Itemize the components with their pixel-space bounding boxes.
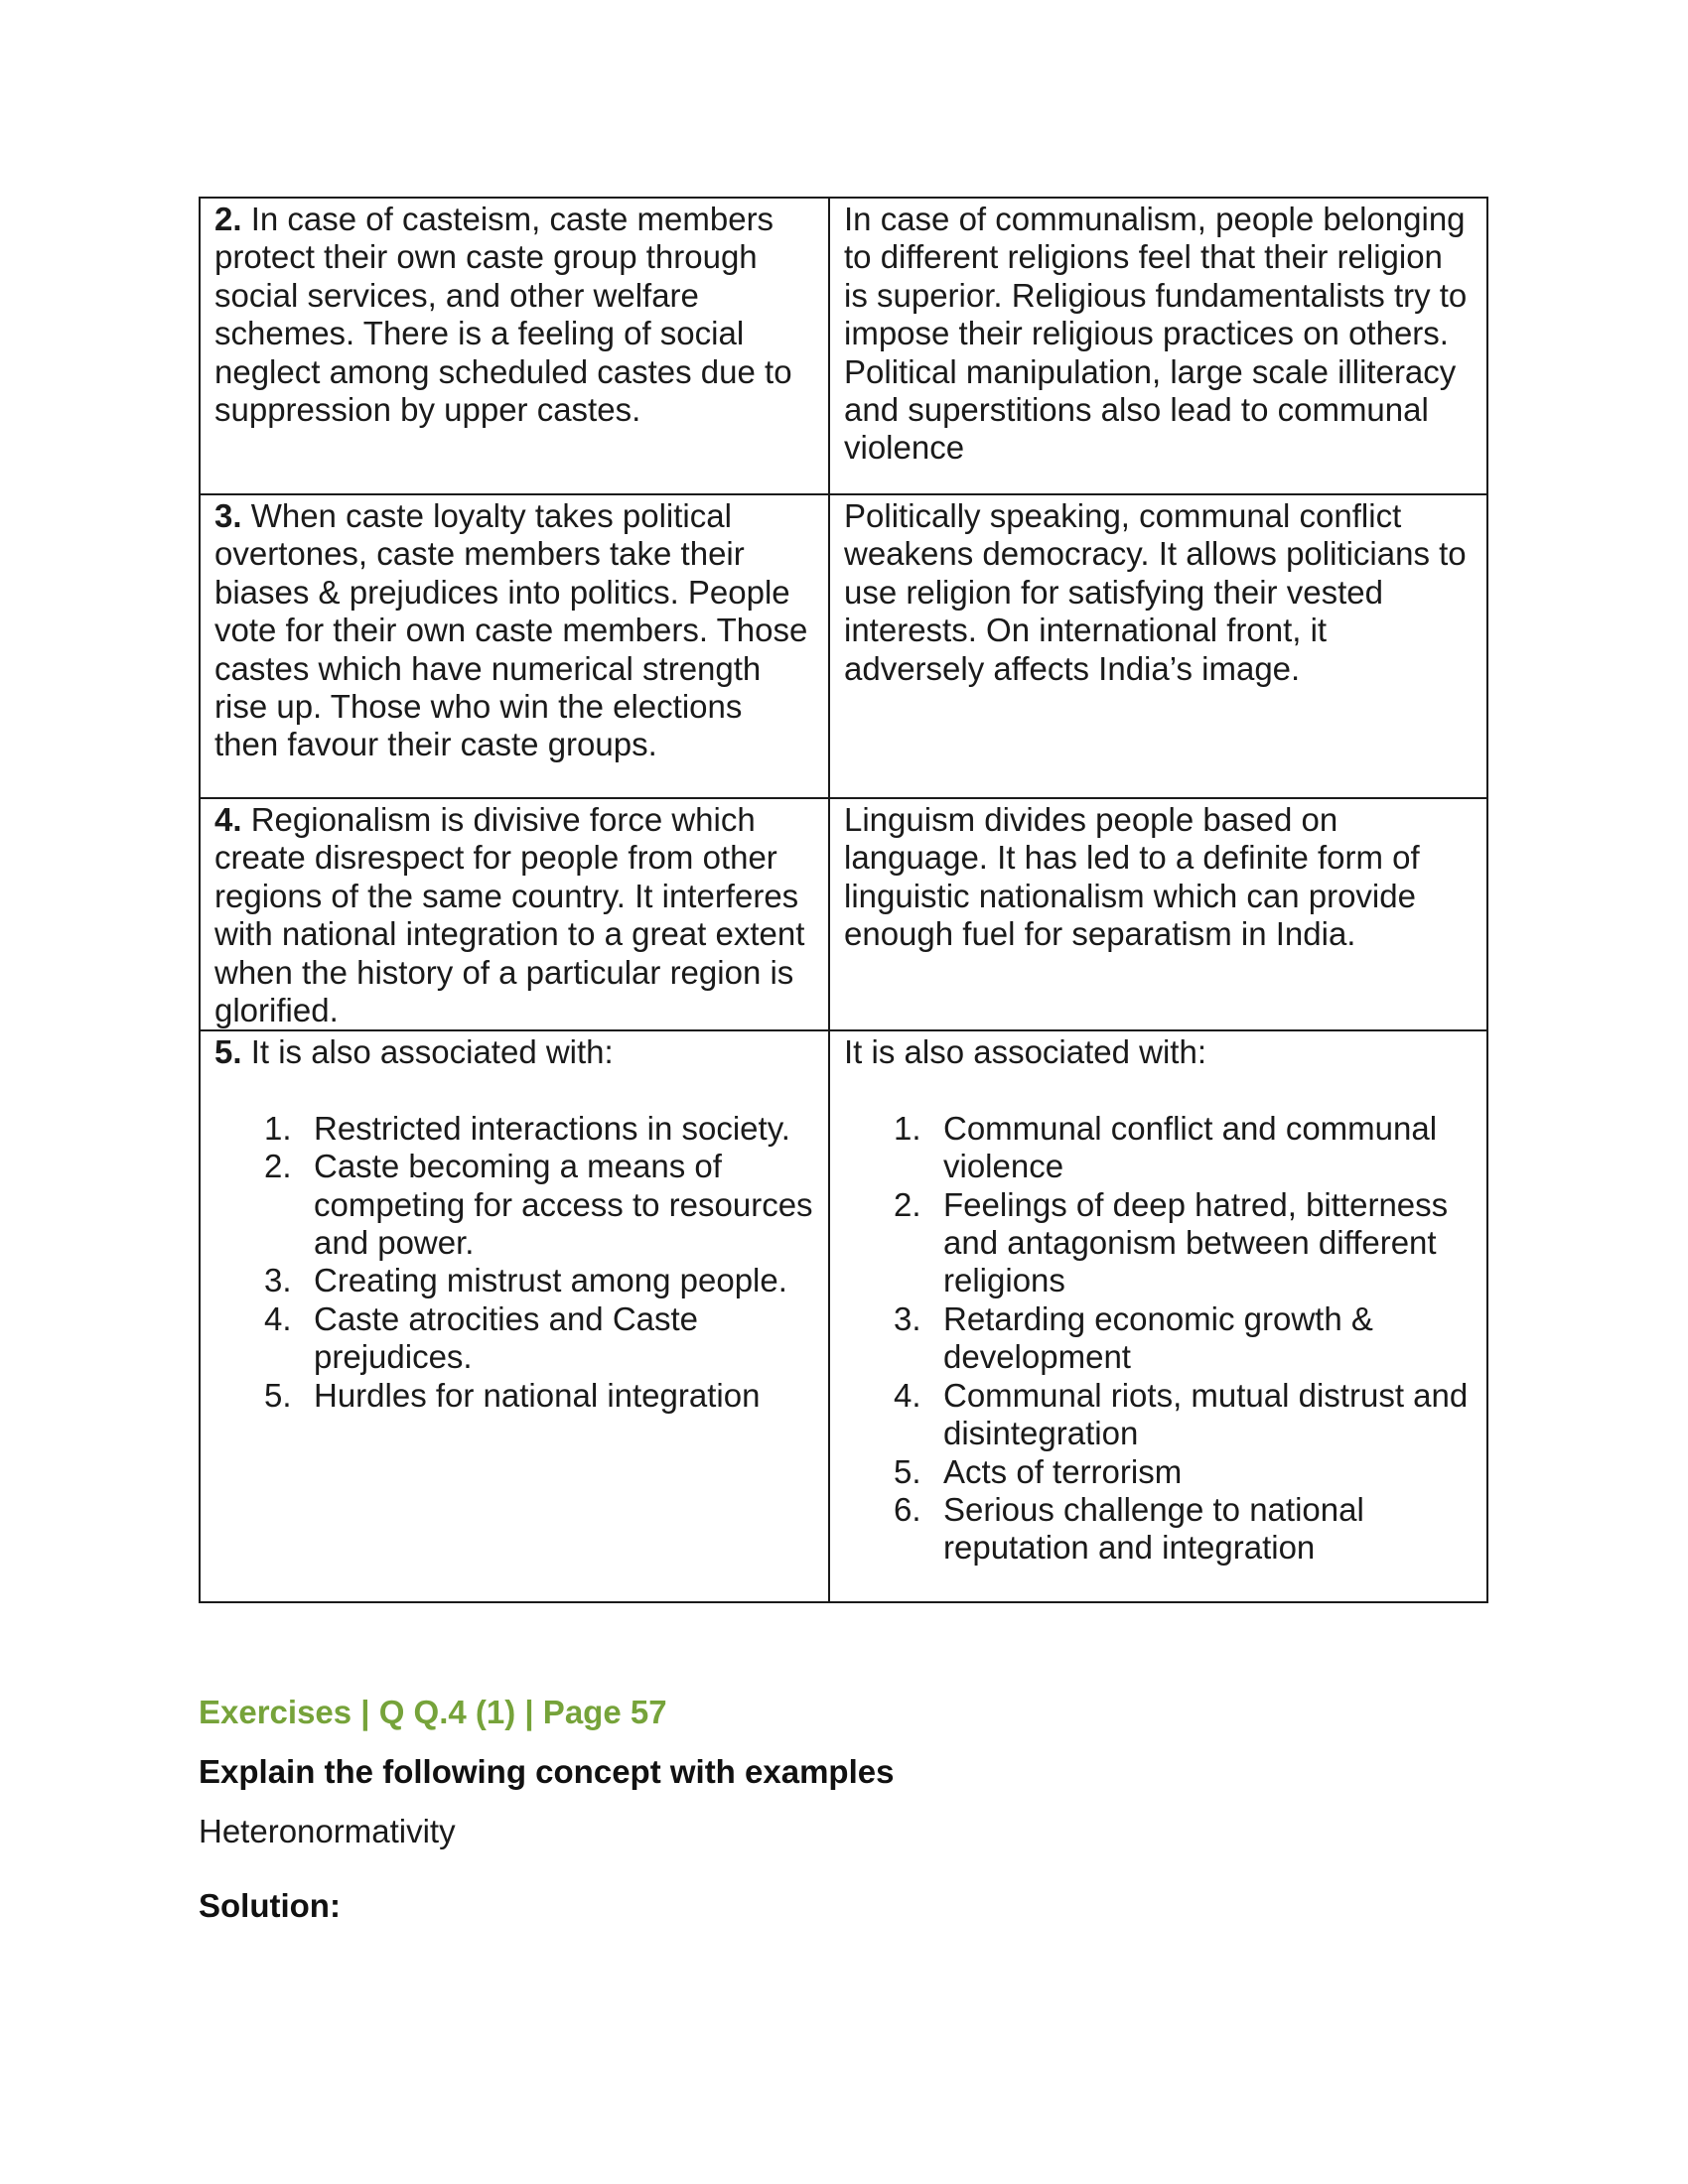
- list-item: [844, 1110, 1473, 1186]
- list-item-text: Serious challenge to national reputation and integration: [943, 1490, 1364, 1567]
- list-number: 1.: [264, 1109, 292, 1147]
- spacer: [214, 1072, 814, 1110]
- list-item: [214, 1110, 814, 1148]
- list-item-text: Retarding economic growth & development: [943, 1299, 1373, 1376]
- table-row: [200, 1030, 1487, 1602]
- list-item: [844, 1300, 1473, 1377]
- list-number: 3.: [894, 1299, 921, 1337]
- question-term: Heteronormativity: [199, 1813, 456, 1849]
- list-number: 2.: [264, 1148, 292, 1185]
- casteism-cell: [200, 198, 829, 494]
- list-item: [844, 1186, 1473, 1300]
- communalism-associations-cell: [829, 1030, 1487, 1602]
- list-number: 6.: [894, 1490, 921, 1528]
- casteism-text: In case of casteism, caste members protect their own caste group through social services, and other welfare schemes. There is a feeling of social neglect among scheduled castes due to suppression by upper castes.: [214, 201, 792, 429]
- communalism-text: In case of communalism, people belonging to different religions feel that their religion is superior. Religious fundamentalists try to impose their religious practices on others. Political manipulation, large scale illiteracy and superstitions also lead to communal violence: [844, 201, 1468, 467]
- list-item: [214, 1262, 814, 1299]
- regionalism-text: Regionalism is divisive force which create disrespect for people from other regions of the same country. It interferes with national integration to a great extent when the history of a particular region is glorified.: [214, 801, 805, 1029]
- list-number: 4.: [264, 1299, 292, 1337]
- solution-label: Solution:: [199, 1887, 341, 1924]
- list-item: [214, 1300, 814, 1377]
- list-item-text: Hurdles for national integration: [314, 1376, 761, 1414]
- question-title: Explain the following concept with examples: [199, 1753, 895, 1790]
- list-item: [844, 1377, 1473, 1453]
- associations-lead: [214, 1033, 814, 1071]
- list-item-text: Caste atrocities and Caste prejudices.: [314, 1299, 699, 1376]
- list-number: 2.: [894, 1185, 921, 1223]
- list-item-text: Restricted interactions in society.: [314, 1109, 790, 1147]
- linguism-text: Linguism divides people based on language. It has led to a definite form of linguistic nationalism which can provide enough fuel for separatism in India.: [844, 801, 1420, 953]
- list-number: 5.: [264, 1376, 292, 1414]
- communalism-associations-list: [844, 1110, 1473, 1568]
- table-row: [200, 798, 1487, 1030]
- list-item-text: Caste becoming a means of competing for access to resources and power.: [314, 1148, 813, 1262]
- list-item-text: Feelings of deep hatred, bitterness and antagonism between different religions: [943, 1185, 1449, 1299]
- point-number: 4.: [214, 801, 242, 838]
- list-number: 1.: [894, 1109, 921, 1147]
- comparison-table: [199, 197, 1488, 1603]
- communalism-cell: [829, 198, 1487, 494]
- casteism-associations-cell: [200, 1030, 829, 1602]
- table-row: [200, 198, 1487, 494]
- list-item: [844, 1491, 1473, 1568]
- list-item-text: Creating mistrust among people.: [314, 1262, 787, 1299]
- linguism-cell: [829, 798, 1487, 1030]
- regionalism-cell: [200, 798, 829, 1030]
- list-item-text: Communal conflict and communal violence: [943, 1109, 1438, 1185]
- list-item: [844, 1453, 1473, 1491]
- point-number: 2.: [214, 201, 242, 237]
- communalism-text: Politically speaking, communal conflict weakens democracy. It allows politicians to use religion for satisfying their vested interests. On international front, it adversely affects India’s image.: [844, 497, 1467, 687]
- list-item: [214, 1148, 814, 1262]
- casteism-text: When caste loyalty takes political overtones, caste members take their biases & prejudices into politics. People vote for their own caste members. Those castes which have numerical strength rise up. Those who win the elections then favour their caste groups.: [214, 497, 808, 763]
- list-item: [214, 1377, 814, 1415]
- spacer: [844, 1072, 1473, 1110]
- point-number: 5.: [214, 1033, 242, 1071]
- exercise-heading: Exercises | Q Q.4 (1) | Page 57: [199, 1694, 667, 1730]
- list-number: 5.: [894, 1452, 921, 1490]
- casteism-cell: [200, 494, 829, 798]
- communalism-cell: [829, 494, 1487, 798]
- associations-lead-text: It is also associated with:: [250, 1033, 614, 1071]
- list-item-text: Acts of terrorism: [943, 1452, 1183, 1490]
- associations-lead-text: It is also associated with:: [844, 1033, 1206, 1071]
- list-item-text: Communal riots, mutual distrust and disintegration: [943, 1376, 1469, 1452]
- table-row: [200, 494, 1487, 798]
- list-number: 4.: [894, 1376, 921, 1414]
- casteism-associations-list: [214, 1110, 814, 1415]
- list-number: 3.: [264, 1262, 292, 1299]
- point-number: 3.: [214, 497, 242, 534]
